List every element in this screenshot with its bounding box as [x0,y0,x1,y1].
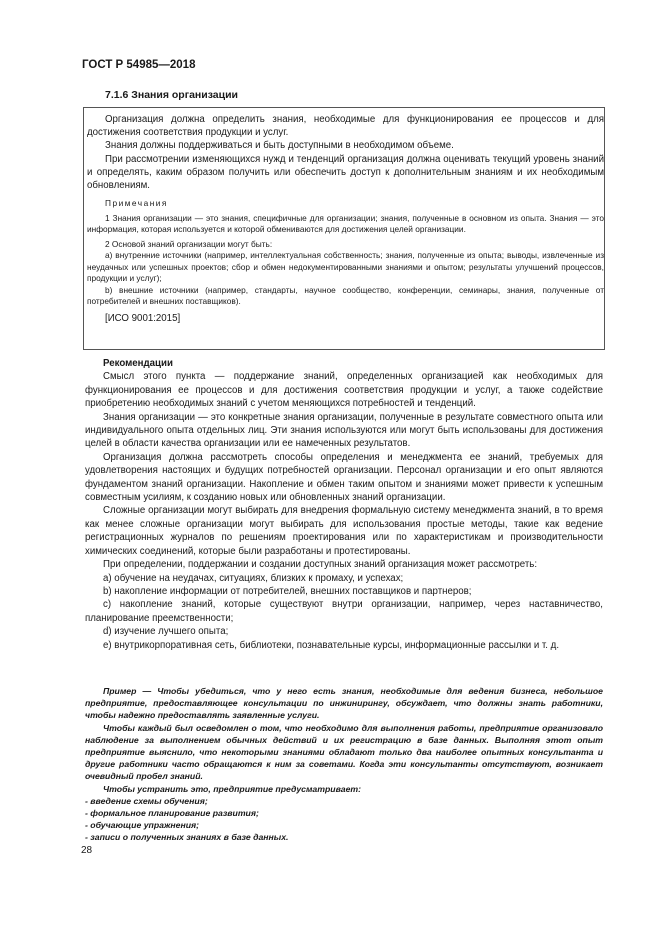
page-number: 28 [81,845,93,856]
box-paragraph: Знания должны поддерживаться и быть доступными в необходимом объеме. [105,140,454,152]
notes-title: Примечания [105,198,168,209]
standard-quote-box [83,107,605,350]
box-paragraph: При рассмотрении изменяющихся нужд и тенденций организация должна оценивать текущий уровень знаний и определять, каким образом получить или обеспечить доступ к дополнительным знаниям и их необходимым обновлениям. [87,153,604,192]
note-1: 1 Знания организации — это знания, специфичные для организации; знания, полученные в основном из опыта. Знания — это информация, которая используется и которой обмениваются для достижения целей организации. [87,212,604,235]
note-2: 2 Основой знаний организации могут быть: [105,238,273,249]
rec-list-item: е) внутрикорпоративная сеть, библиотеки, познавательные курсы, информационные рассылки и т. д. [103,639,560,651]
section-title: 7.1.6 Знания организации [105,89,238,101]
note-2b: b) внешние источники (например, стандарты, научное сообщество, конференции, семинары, знания, полученные от потребителей и внешних поставщиков). [87,284,604,307]
rec-list-item: а) обучение на неудачах, ситуациях, близких к промаху, и успехах; [103,572,404,584]
recommendations-title: Рекомендации [103,358,173,369]
document-header: ГОСТ Р 54985—2018 [82,59,196,71]
example-section [85,685,603,844]
note-2a: а) внутренние источники (например, интеллектуальная собственность; знания, полученные из опыта; выводы, извлеченные из неудачных или успешных проектов; сбор и обмен недокументированными знаниями и опытом; результаты улучшений процессов, продукции и услуг); [87,250,604,284]
rec-paragraph: Смысл этого пункта — поддержание знаний, определенных организацией как необходимых для функционирования ее процессов и для достижения соответствия продукции и услуг, а также содействие приобретению необходимых знаний с учетом меняющихся потребностей и тенденций. [85,371,603,410]
recommendations-section [85,357,603,652]
example-paragraph: Чтобы устранить это, предприятие предусматривает: [103,783,362,794]
rec-paragraph: Сложные организации могут выбирать для внедрения формальную систему менеджмента знаний, в то время как менее сложные организации могут выбирать для использования простые методы, такие как ведение регистрационных журналов по решениям проектирования или по характеристикам и производительности химических соединений, которые были разработаны и протестированы. [85,505,603,557]
rec-list-item: d) изучение лучшего опыта; [103,626,229,638]
rec-list-item: с) накопление знаний, которые существуют внутри организации, например, через наставничество, планирование преемственности; [85,599,603,624]
rec-paragraph: Знания организации — это конкретные знания организации, полученные в результате совместного опыта или индивидуального опыта отдельных лиц. Эти знания используются или могут быть использованы для достижения целей в области качества организации или ее намеченных результатов. [85,411,603,450]
iso-reference: [ИСО 9001:2015] [105,312,181,324]
example-paragraph: Пример — Чтобы убедиться, что у него есть знания, необходимые для ведения бизнеса, небольшое предприятие, предоставляющее консультации по инжинирингу, обсуждает, что должны знать работники, чтобы надежно предоставлять заявленные услуги. [85,686,603,721]
example-list-item: - обучающие упражнения; [85,820,200,831]
example-list-item: - формальное планирование развития; [85,808,259,819]
box-paragraph: Организация должна определить знания, необходимые для функционирования ее процессов и для достижения соответствия продукции и услуг. [87,114,604,139]
rec-paragraph: При определении, поддержании и создании доступных знаний организация может рассмотреть: [103,559,538,571]
example-paragraph: Чтобы каждый был осведомлен о том, что необходимо для выполнения работы, предприятие организовало наблюдение за выполнением обычных действий и их регистрацию в базе данных. Выполняя этот опыт предприятие выяснило, что некоторыми знаниями обладают только два наиболее опытных консультанта и другие работники часто обращаются к ним за советами. Когда эти консультанты отсутствуют, возникает очевидный пробел знаний. [85,722,603,782]
example-list-item: - введение схемы обучения; [85,795,208,806]
example-list-item: - записи о полученных знаниях в базе данных. [85,832,289,843]
rec-paragraph: Организация должна рассмотреть способы определения и менеджмента ее знаний, требуемых для удовлетворения настоящих и будущих потребностей организации. Персонал организации и его опыт являются фундаментом знаний организации. Накопление и обмен таким опытом и знаниями может привести к успешным совместным усилиям, к созданию новых или обновленных знаний организации. [85,451,603,504]
rec-list-item: b) накопление информации от потребителей, внешних поставщиков и партнеров; [103,585,472,597]
